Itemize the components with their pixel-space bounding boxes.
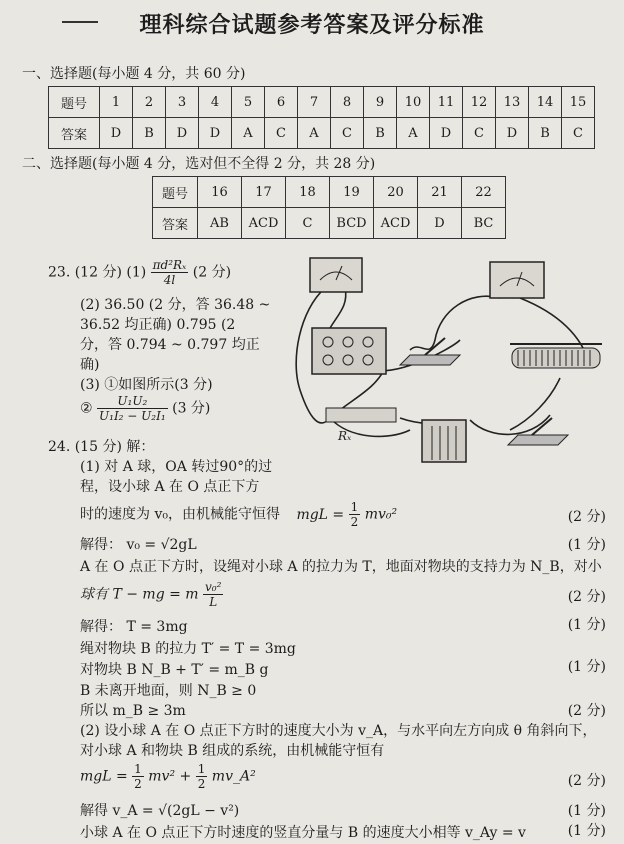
numerator: v₀² <box>205 580 222 594</box>
q-number: 19 <box>330 177 374 208</box>
table-row-numbers <box>49 87 595 118</box>
numerator: 1 <box>350 500 359 514</box>
q23-line7 <box>80 394 210 423</box>
equation-left: mgL = <box>296 506 345 523</box>
answer-cell: BC <box>462 208 506 239</box>
q23-fraction-1 <box>151 258 189 287</box>
score-mark: (1 分) <box>567 659 606 675</box>
q-number: 15 <box>562 87 595 118</box>
q24-line7 <box>80 580 223 609</box>
q24-line15 <box>80 762 256 791</box>
answer-cell: B <box>133 118 166 149</box>
q24-line14: 对小球 A 和物块 B 组成的系统，由机械能守恒有 <box>80 743 385 759</box>
q-number: 11 <box>430 87 463 118</box>
q-number: 21 <box>418 177 462 208</box>
answer-cell: ACD <box>242 208 286 239</box>
numerator: U₁U₂ <box>97 394 168 409</box>
numerator: 1 <box>197 762 206 776</box>
q-number: 4 <box>199 87 232 118</box>
section2-answer-table <box>152 176 506 239</box>
answer-cell: D <box>430 118 463 149</box>
q23-part1 <box>48 258 231 287</box>
row-label-question: 题号 <box>153 177 198 208</box>
resistance-box <box>312 328 386 374</box>
text: 时的速度为 v₀，由机械能守恒得 <box>80 506 280 523</box>
q23-line5: 确) <box>80 357 100 373</box>
fraction-half-1 <box>132 762 144 791</box>
q-number: 3 <box>166 87 199 118</box>
q-number: 7 <box>298 87 331 118</box>
resistor-rx <box>326 408 396 443</box>
battery <box>422 420 466 462</box>
q23-line4: 分，答 0.794 ~ 0.797 均正 <box>80 337 260 353</box>
denominator: U₁I₂ − U₂I₁ <box>99 409 166 423</box>
equation-middle: mv² + <box>148 768 192 785</box>
q24-line11: B 未离开地面，则 N_B ≥ 0 <box>80 683 257 699</box>
q-number: 9 <box>364 87 397 118</box>
score-mark: (2 分) <box>567 703 606 719</box>
q-number: 6 <box>265 87 298 118</box>
q23-line3: 36.52 均正确) 0.795 (2 <box>80 317 236 333</box>
score-mark: (2 分) <box>192 264 232 281</box>
page-title: 理科综合试题参考答案及评分标准 <box>139 12 485 38</box>
row-label-question: 题号 <box>49 87 100 118</box>
rheostat <box>510 344 602 368</box>
table-row-answers <box>49 118 595 149</box>
score-mark: (1 分) <box>567 537 606 553</box>
q-number: 1 <box>100 87 133 118</box>
equation-right: mv_A² <box>211 768 256 785</box>
denominator: 4l <box>163 273 176 287</box>
answer-cell: D <box>100 118 133 149</box>
row-label-answer: 答案 <box>153 208 198 239</box>
switch-top <box>400 338 460 365</box>
circle-2: ② <box>80 400 93 417</box>
q-number: 2 <box>133 87 166 118</box>
q-number: 16 <box>198 177 242 208</box>
switch-bottom <box>508 418 568 445</box>
section2-heading: 二、选择题(每小题 4 分，选对但不全得 2 分，共 28 分) <box>22 156 376 172</box>
section1-answer-table <box>48 86 595 149</box>
q23-fraction-2 <box>97 394 168 423</box>
q24-line4 <box>80 500 397 529</box>
q24-line10: 对物块 B N_B + T′ = m_B g <box>80 662 269 678</box>
score-mark: (2 分) <box>567 509 606 525</box>
answer-cell: C <box>286 208 330 239</box>
q24-line6: A 在 O 点正下方时，设绳对小球 A 的拉力为 T，地面对物块的支持力为 N_B，对小 <box>80 559 602 575</box>
circuit-diagram-figure <box>290 250 610 470</box>
equation: 球有 T − mg = m <box>80 586 199 603</box>
q24-line5: 解得： v₀ = √2gL <box>80 537 197 553</box>
answer-cell: B <box>529 118 562 149</box>
equation-left: mgL = <box>80 768 128 785</box>
ammeter-right <box>490 262 544 298</box>
answer-cell: D <box>496 118 529 149</box>
denominator: 2 <box>134 777 142 791</box>
answer-cell: C <box>463 118 496 149</box>
q-number: 5 <box>232 87 265 118</box>
answer-cell: A <box>232 118 265 149</box>
denominator: 2 <box>197 777 206 791</box>
fraction-v0-over-L <box>203 580 223 609</box>
answer-cell: B <box>364 118 397 149</box>
q24-header: 24. (15 分) 解： <box>48 439 155 455</box>
score-mark: (2 分) <box>567 589 606 605</box>
q24-line12: 所以 m_B ≥ 3m <box>80 703 186 719</box>
answer-cell: A <box>298 118 331 149</box>
q-number: 20 <box>374 177 418 208</box>
row-label-answer: 答案 <box>49 118 100 149</box>
answer-cell: D <box>199 118 232 149</box>
q24-line17: 小球 A 在 O 点正下方时速度的竖直分量与 B 的速度大小相等 v_Ay = v <box>80 825 526 841</box>
q24-line16: 解得 v_A = √(2gL − v²) <box>80 803 240 819</box>
q-number: 17 <box>242 177 286 208</box>
answer-cell: A <box>397 118 430 149</box>
q-number: 12 <box>463 87 496 118</box>
q23-label: 23. (12 分) (1) <box>48 264 147 281</box>
q-number: 10 <box>397 87 430 118</box>
denominator: L <box>209 595 218 609</box>
q23-line6: (3) ①如图所示(3 分) <box>80 377 213 393</box>
q24-line9: 绳对物块 B 的拉力 T′ = T = 3mg <box>80 641 296 657</box>
fraction-half-2 <box>196 762 208 791</box>
score-mark: (1 分) <box>567 803 606 819</box>
q24-line3: 程，设小球 A 在 O 点正下方 <box>80 479 260 495</box>
q-number: 14 <box>529 87 562 118</box>
q-number: 18 <box>286 177 330 208</box>
answer-cell: BCD <box>330 208 374 239</box>
table-row-numbers <box>153 177 506 208</box>
rx-label: Rₓ <box>338 429 352 443</box>
equation-right: mv₀² <box>364 506 398 523</box>
answer-cell: C <box>331 118 364 149</box>
q23-line2: (2) 36.50 (2 分，答 36.48 ~ <box>80 297 271 313</box>
q24-line13: (2) 设小球 A 在 O 点正下方时的速度大小为 v_A，与水平向左方向成 θ 角斜向下， <box>80 723 597 739</box>
q24-line8: 解得： T = 3mg <box>80 619 188 635</box>
denominator: 2 <box>350 515 359 529</box>
q-number: 22 <box>462 177 506 208</box>
numerator: πd²Rₓ <box>152 258 187 272</box>
q24-line2: (1) 对 A 球，OA 转过90°的过 <box>80 459 273 475</box>
section1-heading: 一、选择题(每小题 4 分，共 60 分) <box>22 66 246 82</box>
answer-cell: ACD <box>374 208 418 239</box>
answer-cell: D <box>166 118 199 149</box>
voltmeter-left <box>310 258 362 292</box>
score-mark: (2 分) <box>567 773 606 789</box>
score-mark: (1 分) <box>567 823 606 839</box>
score-mark: (1 分) <box>567 617 606 633</box>
score-mark: (3 分) <box>172 400 211 417</box>
table-row-answers <box>153 208 506 239</box>
answer-cell: C <box>562 118 595 149</box>
answer-cell: D <box>418 208 462 239</box>
answer-cell: C <box>265 118 298 149</box>
numerator: 1 <box>134 762 142 776</box>
fraction-half <box>349 500 361 529</box>
answer-cell: AB <box>198 208 242 239</box>
q-number: 13 <box>496 87 529 118</box>
q-number: 8 <box>331 87 364 118</box>
